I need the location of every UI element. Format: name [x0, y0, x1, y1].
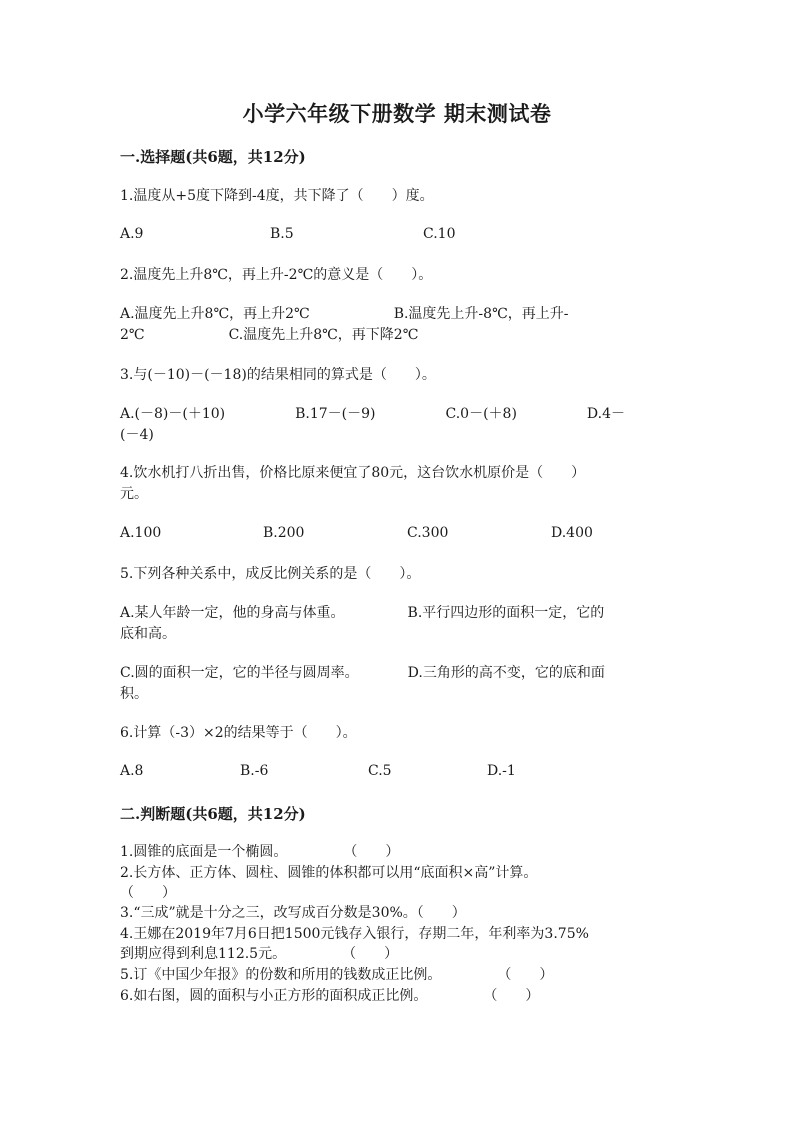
judgment-1: 1.圆锥的底面是一个椭圆。 （ ）: [120, 844, 400, 860]
option-a: A.8: [120, 763, 144, 779]
question-5-options-ab-line-2: 底和高。: [120, 626, 176, 642]
question-3-options-line-1: A.(－8)－(＋10) B.17－(－9) C.0－(＋8) D.4－: [120, 406, 625, 422]
question-5-options-ab-line-1: A.某人年龄一定，他的身高与体重。 B.平行四边形的面积一定，它的: [120, 605, 605, 621]
question-5: 5.下列各种关系中，成反比例关系的是（ ）。: [120, 566, 421, 582]
judgment-3: 3.“三成”就是十分之三，改写成百分数是30%。（ ）: [120, 905, 466, 921]
judgment-4: 4.王娜在2019年7月6日把1500元钱存入银行，存期二年，年利率为3.75%: [120, 926, 589, 942]
section-heading-judgment: 二.判断题(共6题，共12分): [120, 805, 306, 823]
judgment-2-answer: （ ）: [120, 885, 176, 901]
option-b: B.5: [270, 226, 294, 242]
judgment-5: 5.订《中国少年报》的份数和所用的钱数成正比例。 （ ）: [120, 967, 554, 983]
option-a: A.9: [120, 226, 144, 242]
option-d: D.-1: [487, 763, 516, 779]
question-4-options: [120, 525, 680, 545]
option-c: C.300: [407, 525, 449, 541]
question-4-line-2: 元。: [120, 486, 148, 502]
question-6-options: [120, 763, 680, 783]
option-a: A.100: [120, 525, 162, 541]
judgment-4-cont: 到期应得到利息112.5元。 （ ）: [120, 946, 399, 962]
question-4-line-1: 4.饮水机打八折出售，价格比原来便宜了80元，这台饮水机原价是（ ）: [120, 465, 586, 481]
option-c: C.10: [423, 226, 456, 242]
question-6: 6.计算（-3）×2的结果等于（ ）。: [120, 725, 357, 741]
judgment-2: 2.长方体、正方体、圆柱、圆锥的体积都可以用“底面积×高”计算。: [120, 865, 538, 881]
question-5-options-cd-line-1: C.圆的面积一定，它的半径与圆周率。 D.三角形的高不变，它的底和面: [120, 665, 605, 681]
question-2-options-line-2: 2℃ C.温度先上升8℃，再下降2℃: [120, 327, 419, 343]
question-1-options: [120, 226, 680, 246]
option-c: C.5: [368, 763, 392, 779]
question-1: 1.温度从+5度下降到-4度，共下降了（ ）度。: [120, 188, 434, 204]
question-5-options-cd-line-2: 积。: [120, 686, 148, 702]
option-d: D.400: [551, 525, 593, 541]
question-3-options-line-2: (－4): [120, 427, 154, 443]
judgment-6: 6.如右图，圆的面积与小正方形的面积成正比例。 （ ）: [120, 988, 540, 1004]
question-2-options-line-1: A.温度先上升8℃，再上升2℃ B.温度先上升-8℃，再上升-: [120, 306, 569, 322]
option-b: B.200: [263, 525, 305, 541]
section-heading-choice: 一.选择题(共6题，共12分): [120, 148, 306, 166]
question-2: 2.温度先上升8℃，再上升-2℃的意义是（ ）。: [120, 267, 433, 283]
page-title: 小学六年级下册数学 期末测试卷: [242, 101, 552, 126]
option-b: B.-6: [240, 763, 269, 779]
question-3: 3.与(－10)－(－18)的结果相同的算式是（ ）。: [120, 367, 436, 383]
